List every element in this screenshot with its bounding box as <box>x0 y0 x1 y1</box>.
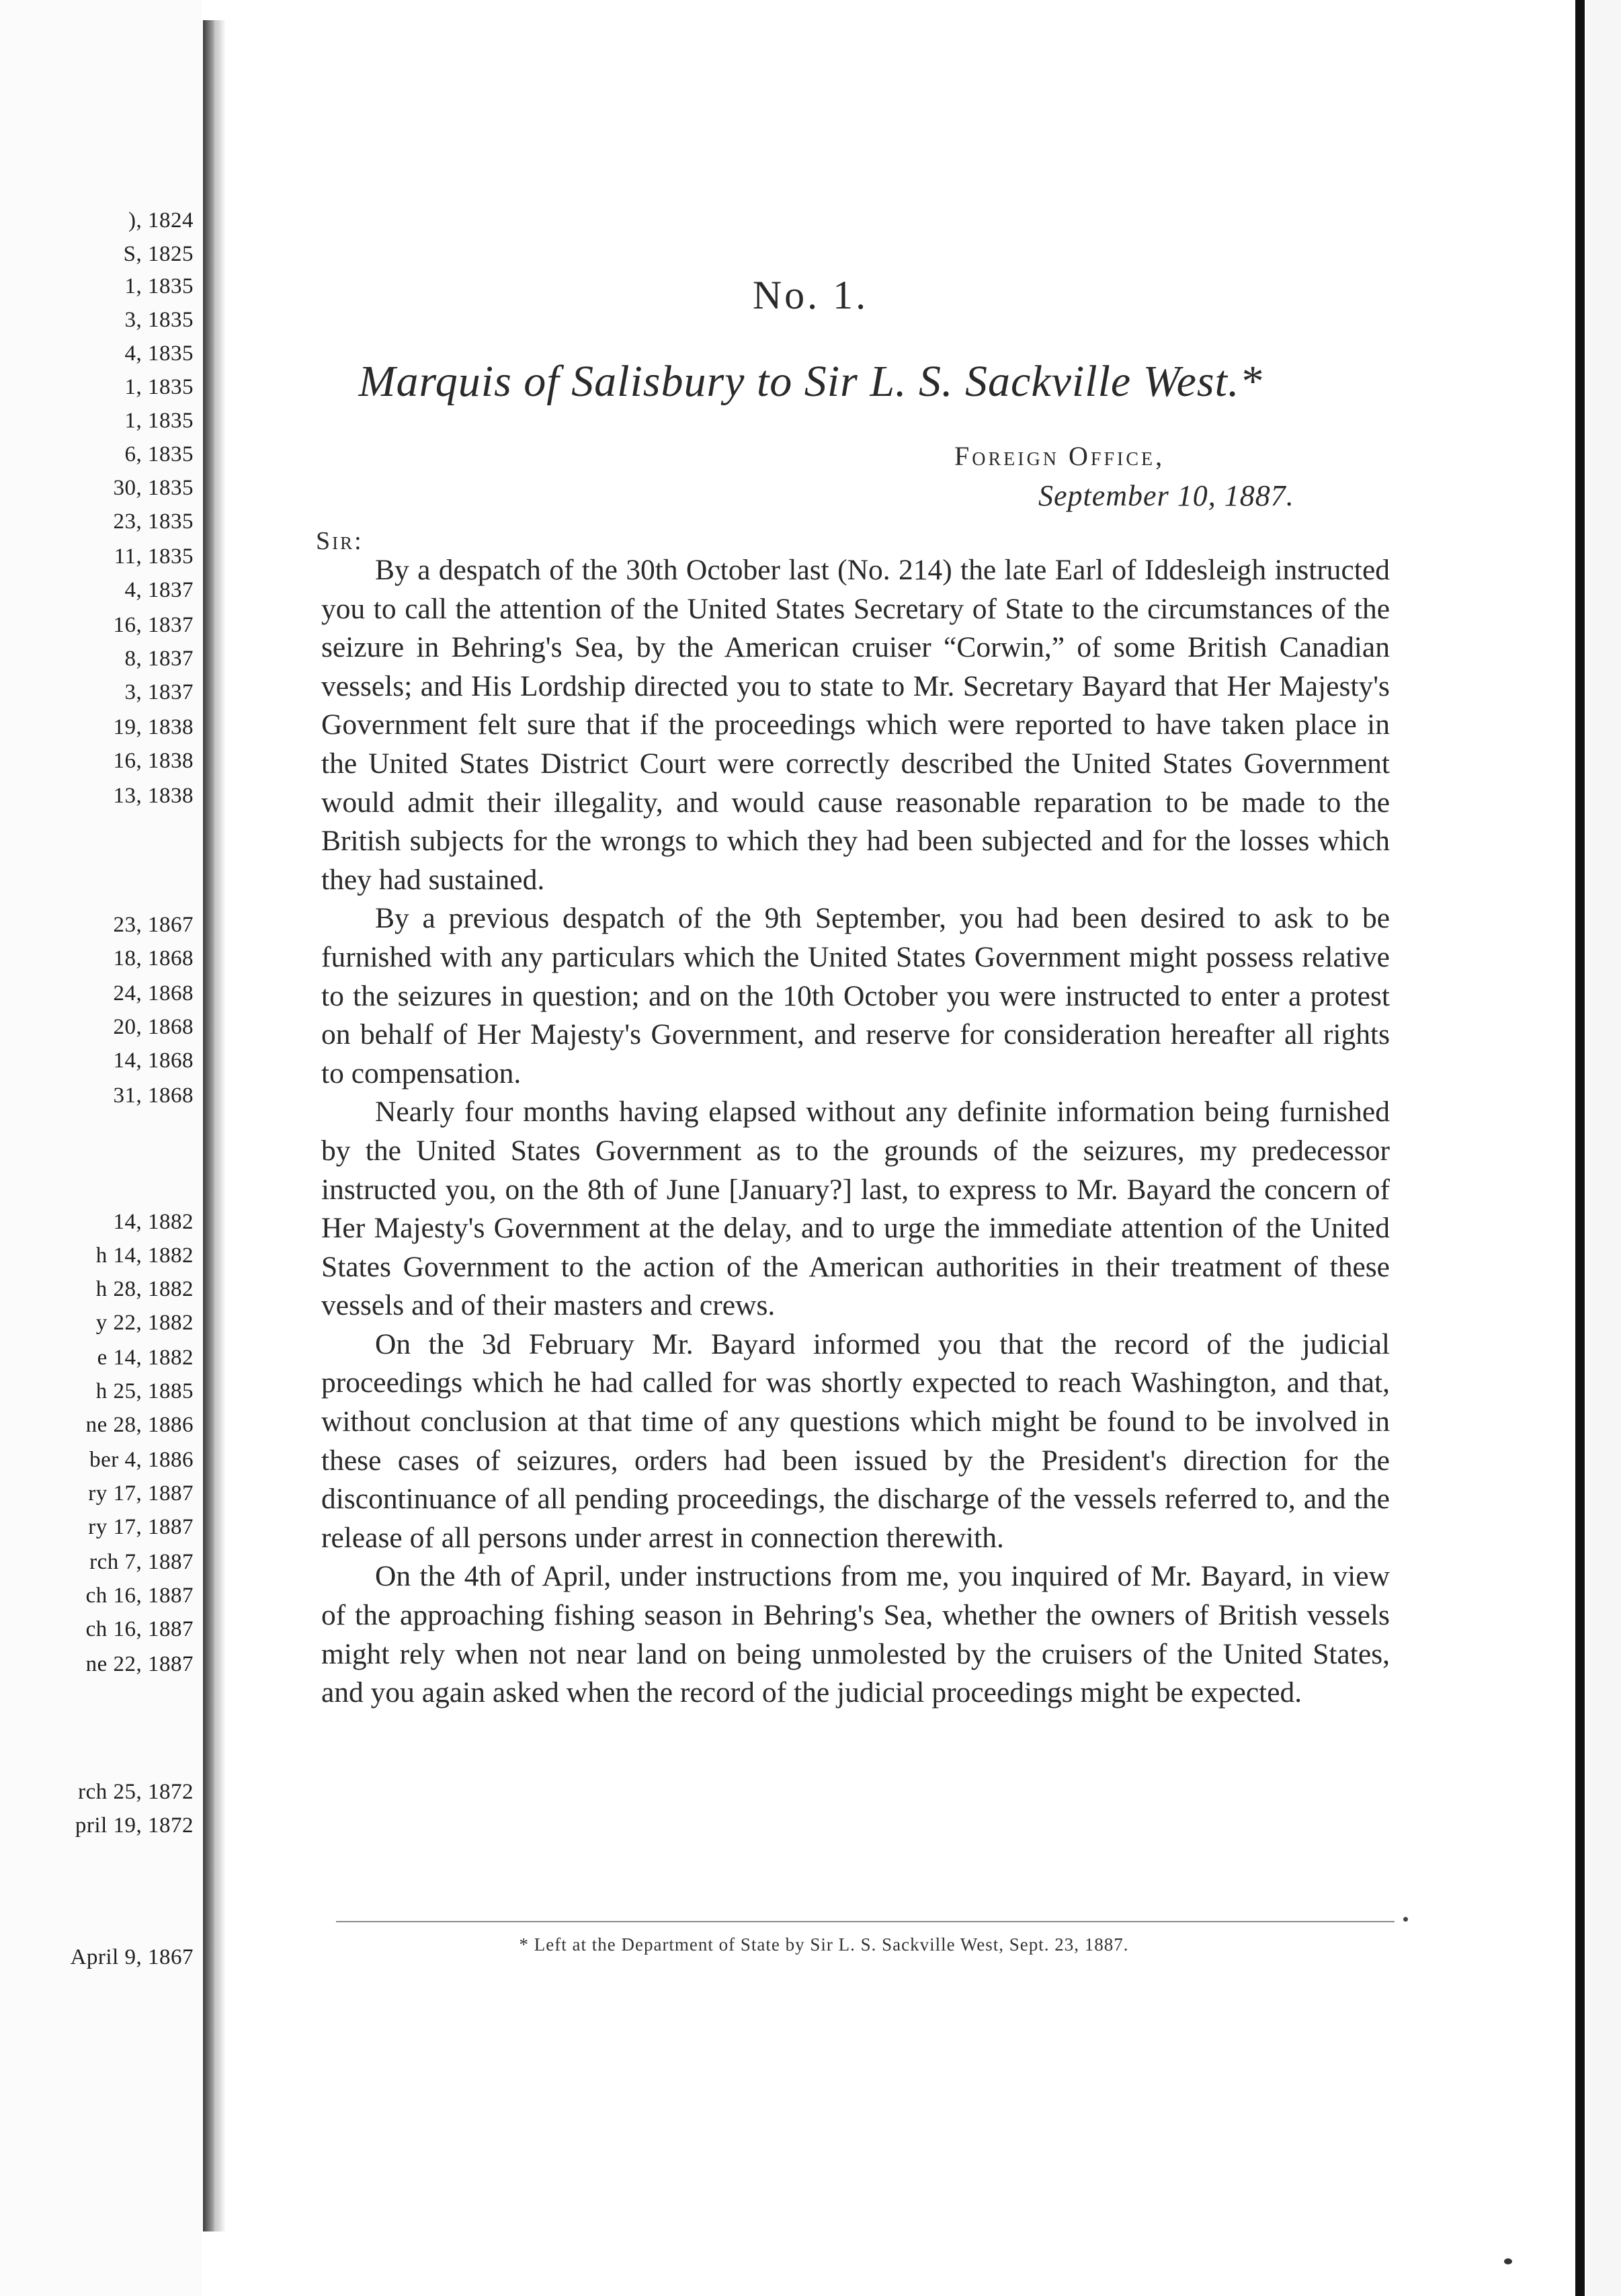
left-page-line: 13, 1838 <box>113 784 194 808</box>
left-page-line: ber 4, 1886 <box>89 1448 194 1472</box>
left-page-line: 16, 1838 <box>113 749 194 773</box>
left-page-line: h 25, 1885 <box>95 1379 194 1403</box>
left-page-line: 20, 1868 <box>113 1015 194 1039</box>
salutation: Sir: <box>316 527 364 555</box>
left-page-line: April 9, 1867 <box>70 1945 194 1969</box>
left-page-line: 3, 1837 <box>124 680 194 704</box>
left-page-line: 23, 1867 <box>113 913 194 937</box>
left-page-line: h 28, 1882 <box>95 1277 194 1301</box>
left-page-line: ne 22, 1887 <box>85 1652 194 1676</box>
left-page-line: ry 17, 1887 <box>88 1515 194 1539</box>
letter-date: September 10, 1887. <box>1038 479 1294 512</box>
left-page-line: 1, 1835 <box>124 409 194 433</box>
letter-title: Marquis of Salisbury to Sir L. S. Sackville West.* <box>358 357 1263 406</box>
left-page-line: 1, 1835 <box>124 375 194 399</box>
left-page-line: 30, 1835 <box>113 476 194 500</box>
footnote-rule <box>336 1921 1395 1922</box>
left-page-line: 16, 1837 <box>113 613 194 637</box>
paragraph: On the 4th of April, under instructions from me, you inquired of Mr. Bayard, in view of the approaching fishing season in Behring's Sea, whether the owners of British vessels might rely when not near land on being unmolested by the cruisers of the United States, and you again asked when the record of the judicial proceedings might be expected. <box>321 1560 1390 1709</box>
scan-speck <box>1504 2258 1512 2264</box>
left-page-line: 24, 1868 <box>113 981 194 1006</box>
left-page-line: 11, 1835 <box>114 544 194 569</box>
left-page-line: ry 17, 1887 <box>88 1481 194 1506</box>
left-page-line: 23, 1835 <box>113 509 194 534</box>
left-page-line: ), 1824 <box>128 208 194 233</box>
left-page-line: 18, 1868 <box>113 946 194 971</box>
gutter-shadow <box>216 20 226 2231</box>
paragraph: Nearly four months having elapsed without any definite information being furnished by the United States Government as to the grounds of the seizures, my predecessor instructed you, on the 8th of June [January?] last, to express to Mr. Bayard the concern of Her Majesty's Government at the delay, and to urge the immediate attention of the United States Government to the action of the American authorities in their treatment of these vessels and of their masters and crews. <box>321 1096 1390 1322</box>
left-page-line: 8, 1837 <box>124 647 194 671</box>
left-page-line: 19, 1838 <box>113 715 194 739</box>
left-page-line: ch 16, 1887 <box>85 1617 194 1641</box>
sender-office: Foreign Office, <box>954 441 1165 471</box>
footnote: * Left at the Department of State by Sir L. S. Sackville West, Sept. 23, 1887. <box>519 1934 1129 1955</box>
left-page-line: S, 1825 <box>123 242 194 266</box>
left-page-line: 4, 1837 <box>124 578 194 602</box>
left-page-line: 31, 1868 <box>113 1083 194 1108</box>
left-page-line: rch 25, 1872 <box>78 1780 194 1804</box>
book-gutter <box>203 20 216 2231</box>
left-page-line: e 14, 1882 <box>97 1346 194 1370</box>
left-page-line: 14, 1882 <box>113 1210 194 1234</box>
left-page-line: 14, 1868 <box>113 1049 194 1073</box>
left-page-line: 4, 1835 <box>124 341 194 366</box>
left-page-line: h 14, 1882 <box>95 1243 194 1268</box>
ink-dot <box>1403 1917 1408 1922</box>
left-page-line: y 22, 1882 <box>95 1311 194 1335</box>
left-page-line: 6, 1835 <box>124 442 194 466</box>
left-page-line: ne 28, 1886 <box>85 1413 194 1437</box>
left-page-line: 3, 1835 <box>124 308 194 332</box>
left-page-line: pril 19, 1872 <box>75 1813 194 1838</box>
letter-body <box>321 551 1390 1713</box>
paragraph: By a despatch of the 30th October last (No. 214) the late Earl of Iddesleigh instructed you to call the attention of the United States Secretary of State to the circumstances of the seizure in Behring's Sea, by the American cruiser “Corwin,” of some British Canadian vessels; and His Lordship directed you to state to Mr. Secretary Bayard that Her Majesty's Government felt sure that if the proceedings which were reported to have taken place in the United States District Court were correctly described the United States Government would admit their illegality, and would cause reasonable reparation to be made to the British subjects for the wrongs to which they had been subjected and for the losses which they had sustained. <box>321 554 1390 896</box>
left-page-line: rch 7, 1887 <box>89 1550 194 1574</box>
document-number: No. 1. <box>752 273 869 317</box>
paragraph: On the 3d February Mr. Bayard informed you that the record of the judicial proceedings which he had called for was shortly expected to reach Washington, and that, without conclusion at that time of any questions which might be found to be involved in these cases of seizures, orders had been issued by the President's direction for the discontinuance of all pending proceedings, the discharge of the vessels referred to, and the release of all persons under arrest in connection therewith. <box>321 1327 1390 1554</box>
left-page-line: 1, 1835 <box>124 274 194 298</box>
left-page-line: ch 16, 1887 <box>85 1584 194 1608</box>
paragraph: By a previous despatch of the 9th September, you had been desired to ask to be furnished with any particulars which the United States Government might possess relative to the seizures in question; and on the 10th October you were instructed to enter a protest on behalf of Her Majesty's Government, and reserve for consideration hereafter all rights to compensation. <box>321 902 1390 1090</box>
